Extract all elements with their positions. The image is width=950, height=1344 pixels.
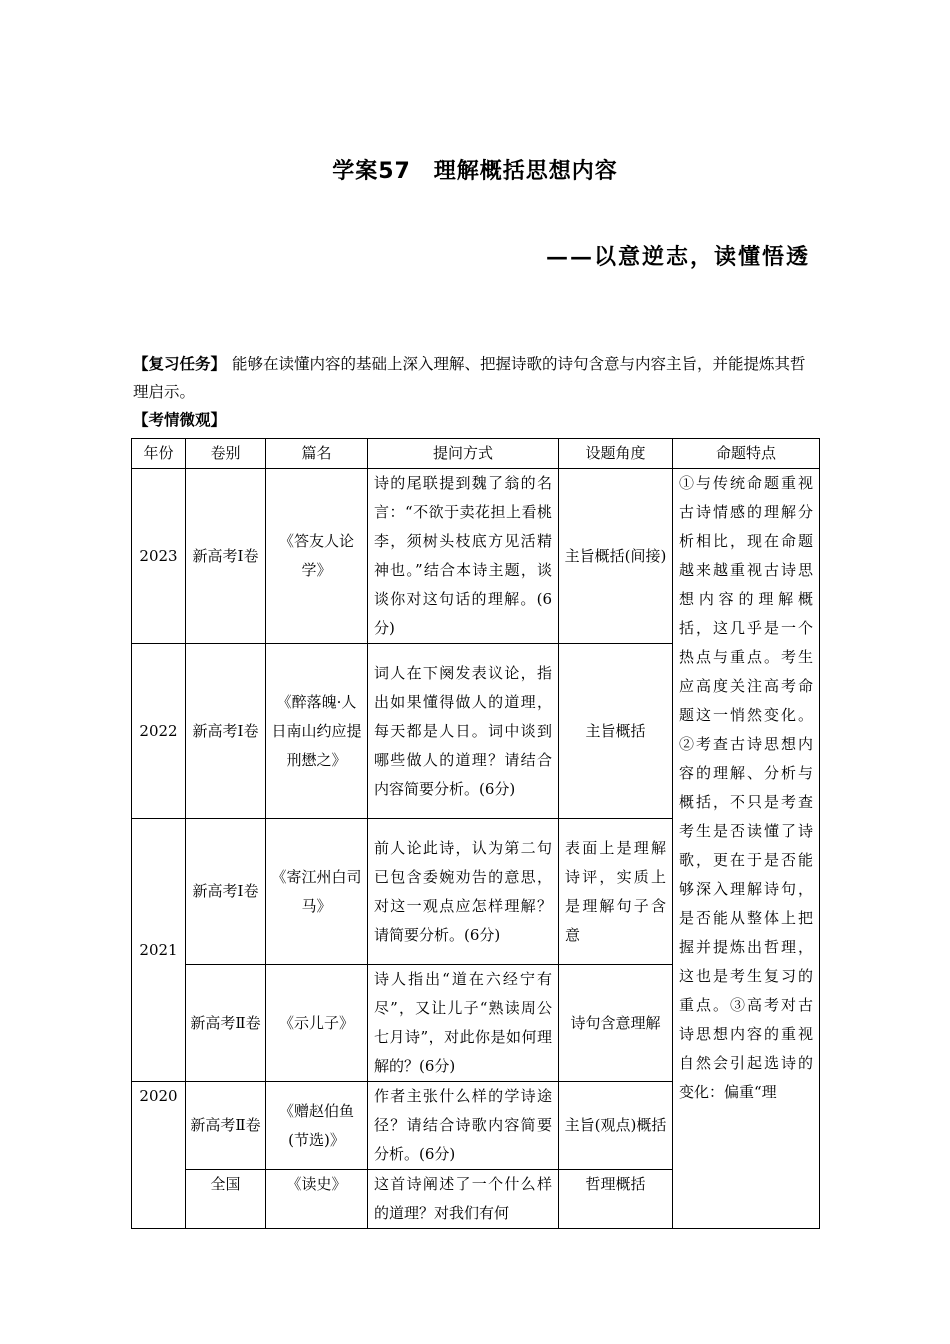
review-task	[133, 350, 813, 406]
header-question: 提问方式	[368, 439, 559, 469]
cell-paper: 新高考Ⅰ卷	[186, 469, 266, 644]
header-features: 命题特点	[673, 439, 820, 469]
page-subtitle: ——以意逆志，读懂悟透	[545, 244, 810, 270]
cell-angle: 主旨概括(间接)	[559, 469, 673, 644]
cell-paper: 新高考Ⅱ卷	[186, 965, 266, 1082]
cell-angle: 哲理概括	[559, 1170, 673, 1229]
review-task-content: 能够在读懂内容的基础上深入理解、把握诗歌的诗句含意与内容主旨，并能提炼其哲理启示。	[133, 355, 806, 401]
header-angle: 设题角度	[559, 439, 673, 469]
cell-features: ①与传统命题重视古诗情感的理解分析相比，现在命题越来越重视古诗思想内容的理解概括，这几乎是一个热点与重点。考生应高度关注高考命题这一悄然变化。②考查古诗思想内容的理解、分析与概括，不只是考查考生是否读懂了诗歌，更在于是否能够深入理解诗句，是否能从整体上把握并提炼出哲理，这也是考生复习的重点。③高考对古诗思想内容的重视自然会引起选诗的变化：偏重“理	[673, 469, 820, 1229]
cell-year: 2023	[132, 469, 186, 644]
cell-title: 《寄江州白司马》	[266, 819, 368, 965]
cell-title: 《答友人论学》	[266, 469, 368, 644]
cell-question: 诗人指出“道在六经宁有尽”，又让儿子“熟读周公七月诗”，对此你是如何理解的？(6分)	[368, 965, 559, 1082]
review-task-label: 【复习任务】	[133, 355, 227, 373]
cell-year: 2021	[132, 819, 186, 1082]
table-row	[132, 469, 820, 644]
cell-title: 《醉落魄·人日南山约应提刑懋之》	[266, 644, 368, 819]
header-paper: 卷别	[186, 439, 266, 469]
cell-paper: 新高考Ⅰ卷	[186, 644, 266, 819]
cell-question: 诗的尾联提到魏了翁的名言：“不欲于卖花担上看桃李，须树头枝底方见活精神也。”结合本诗主题，谈谈你对这句话的理解。(6分)	[368, 469, 559, 644]
cell-angle: 表面上是理解诗评，实质上是理解句子含意	[559, 819, 673, 965]
page-title: 学案57 理解概括思想内容	[332, 159, 618, 184]
cell-angle: 诗句含意理解	[559, 965, 673, 1082]
cell-paper: 新高考Ⅱ卷	[186, 1082, 266, 1170]
cell-question: 词人在下阕发表议论，指出如果懂得做人的道理，每天都是人日。词中谈到哪些做人的道理？请结合内容简要分析。(6分)	[368, 644, 559, 819]
cell-angle: 主旨(观点)概括	[559, 1082, 673, 1170]
cell-title: 《读史》	[266, 1170, 368, 1229]
cell-year: 2022	[132, 644, 186, 819]
cell-title: 《示儿子》	[266, 965, 368, 1082]
cell-year: 2020	[132, 1082, 186, 1229]
cell-paper: 全国	[186, 1170, 266, 1229]
header-title: 篇名	[266, 439, 368, 469]
cell-paper: 新高考Ⅰ卷	[186, 819, 266, 965]
cell-question: 这首诗阐述了一个什么样的道理？对我们有何	[368, 1170, 559, 1229]
exam-overview-table	[131, 438, 820, 1229]
header-year: 年份	[132, 439, 186, 469]
exam-overview-label: 【考情微观】	[133, 411, 227, 429]
table-header-row	[132, 439, 820, 469]
cell-title: 《赠赵伯鱼(节选)》	[266, 1082, 368, 1170]
cell-question: 前人论此诗，认为第二句已包含委婉劝告的意思，对这一观点应怎样理解？请简要分析。(6分)	[368, 819, 559, 965]
cell-question: 作者主张什么样的学诗途径？请结合诗歌内容简要分析。(6分)	[368, 1082, 559, 1170]
cell-angle: 主旨概括	[559, 644, 673, 819]
